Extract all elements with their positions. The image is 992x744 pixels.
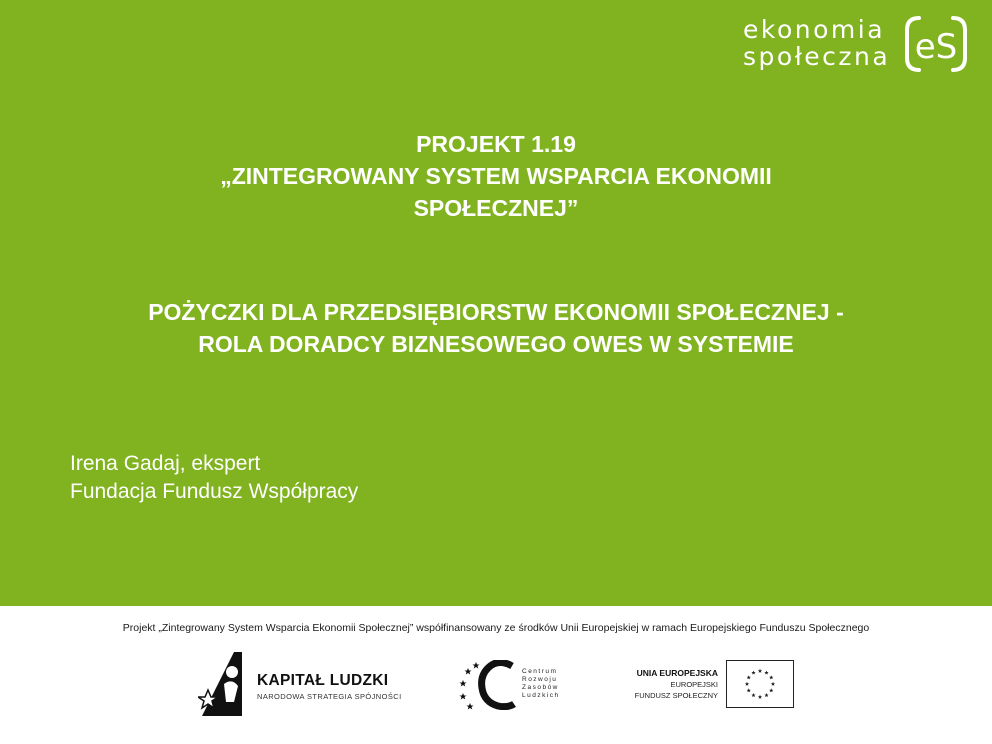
project-title — [0, 128, 992, 224]
crzl-emblem-icon — [458, 660, 520, 710]
eu-line-2: EUROPEJSKI — [670, 680, 718, 689]
ekonomia-spoleczna-logo — [743, 14, 975, 76]
presentation-subtitle — [0, 296, 992, 360]
eu-label — [614, 667, 718, 701]
subtitle-line-1: POŻYCZKI DLA PRZEDSIĘBIORSTW EKONOMII SPOŁECZNEJ - — [148, 299, 844, 325]
crzl-line-2: Rozwoju — [522, 676, 558, 683]
crzl-name — [522, 668, 560, 700]
author-name: Irena Gadaj, ekspert — [70, 452, 261, 475]
kapital-ludzki-emblem-icon — [198, 650, 244, 718]
subtitle-line-2: ROLA DORADCY BIZNESOWEGO OWES W SYSTEMIE — [198, 331, 794, 357]
eu-flag-icon — [726, 660, 794, 708]
cofinancing-caption: Projekt „Zintegrowany System Wsparcia Ekonomii Społecznej” współfinansowany ze środków Unii Europejskiej w ramach Europejskiego Funduszu Społecznego — [122, 622, 870, 634]
logo-line-1: ekonomia — [743, 15, 886, 44]
crzl-line-1: Centrum — [522, 668, 558, 675]
eu-line-1: UNIA EUROPEJSKA — [636, 668, 718, 678]
project-title-line-2: „ZINTEGROWANY SYSTEM WSPARCIA EKONOMII — [220, 163, 772, 189]
es-logo-mark-icon — [903, 14, 969, 74]
project-title-line-1: PROJEKT 1.19 — [416, 131, 576, 157]
kapital-ludzki-name: KAPITAŁ LUDZKI — [257, 672, 389, 689]
logo-line-2: społeczna — [743, 42, 891, 71]
author-block — [70, 450, 358, 506]
project-title-line-3: SPOŁECZNEJ” — [413, 195, 579, 221]
logo-wordmark — [743, 16, 890, 70]
author-organization: Fundacja Fundusz Współpracy — [70, 480, 359, 503]
crzl-line-3: Zasobów — [522, 684, 559, 691]
eu-line-3: FUNDUSZ SPOŁECZNY — [634, 691, 718, 700]
logo-mark-text: eS — [914, 27, 958, 67]
kapital-ludzki-subtitle: NARODOWA STRATEGIA SPÓJNOŚCI — [257, 692, 402, 701]
crzl-line-4: Ludzkich — [522, 692, 560, 699]
